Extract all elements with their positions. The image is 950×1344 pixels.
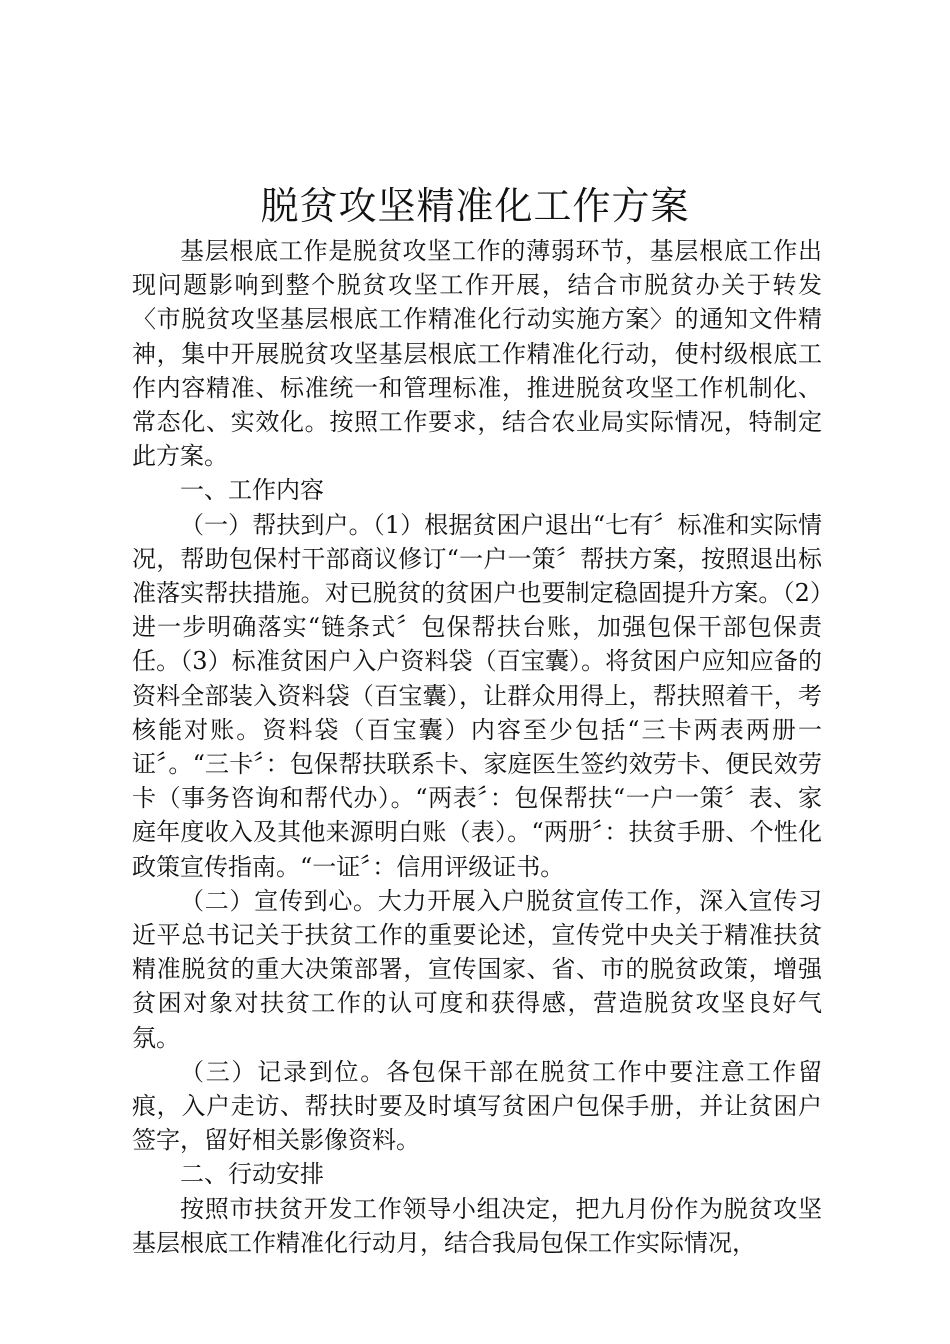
- paragraph-action-month: 按照市扶贫开发工作领导小组决定，把九月份作为脱贫攻坚基层根底工作精准化行动月，结合我局包保工作实际情况，: [132, 1194, 822, 1257]
- document-body: [132, 234, 822, 1260]
- paragraph-help-households: （一）帮扶到户。（1）根据贫困户退出“七有〞标准和实际情况，帮助包保村干部商议修订“一户一策〞帮扶方案，按照退出标准落实帮扶措施。对已脱贫的贫困户也要制定稳固提升方案。（2）进一步明确落实“链条式〞包保帮扶台账，加强包保干部包保责任。（3）标准贫困户入户资料袋（百宝囊）。将贫困户应知应备的资料全部装入资料袋（百宝囊），让群众用得上，帮扶照着干，考核能对账。资料袋（百宝囊）内容至少包括“三卡两表两册一证〞。“三卡〞：包保帮扶联系卡、家庭医生签约效劳卡、便民效劳卡（事务咨询和帮代办）。“两表〞：包保帮扶“一户一策〞表、家庭年度收入及其他来源明白账（表）。“两册〞：扶贫手册、个性化政策宣传指南。“一证〞：信用评级证书。: [132, 510, 822, 881]
- document-title: 脱贫攻坚精准化工作方案: [260, 184, 690, 228]
- paragraph-publicity: （二）宣传到心。大力开展入户脱贫宣传工作，深入宣传习近平总书记关于扶贫工作的重要论述，宣传党中央关于精准扶贫精准脱贫的重大决策部署，宣传国家、省、市的脱贫政策，增强贫困对象对扶贫工作的认可度和获得感，营造脱贫攻坚良好气氛。: [132, 886, 822, 1052]
- section-heading-work-content: 一、工作内容: [180, 476, 324, 505]
- paragraph-intro: 基层根底工作是脱贫攻坚工作的薄弱环节，基层根底工作出现问题影响到整个脱贫攻坚工作开展，结合市脱贫办关于转发〈市脱贫攻坚基层根底工作精准化行动实施方案〉的通知文件精神，集中开展脱贫攻坚基层根底工作精准化行动，使村级根底工作内容精准、标准统一和管理标准，推进脱贫攻坚工作机制化、常态化、实效化。按照工作要求，结合农业局实际情况，特制定此方案。: [132, 237, 822, 471]
- paragraph-records: （三）记录到位。各包保干部在脱贫工作中要注意工作留痕，入户走访、帮扶时要及时填写贫困户包保手册，并让贫困户签字，留好相关影像资料。: [132, 1057, 822, 1155]
- section-heading-action-plan: 二、行动安排: [180, 1160, 324, 1189]
